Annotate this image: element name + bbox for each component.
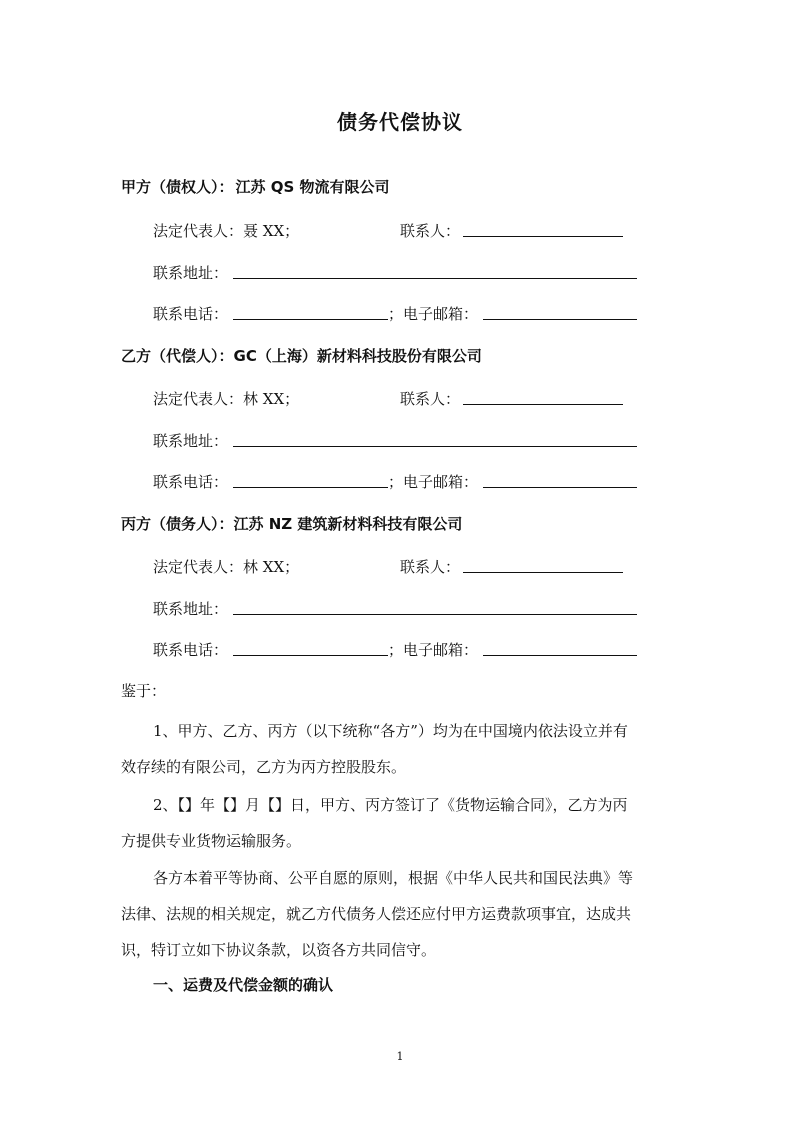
party-b-address-blank — [233, 430, 637, 447]
party-b-name: GC（上海）新材料科技股份有限公司 — [233, 347, 482, 365]
document-title: 债务代偿协议 — [337, 110, 463, 134]
party-a-phone-blank — [233, 303, 388, 320]
party-a-contact-blank — [463, 220, 623, 237]
phone-label: 联系电话： — [153, 305, 229, 323]
legal-rep-label: 法定代表人： — [153, 390, 244, 408]
party-a-name: 江苏 QS 物流有限公司 — [235, 178, 390, 196]
party-b-header — [121, 345, 482, 366]
party-c-rep-row — [153, 556, 461, 577]
party-c-phone-row — [153, 639, 479, 660]
party-a-address-blank — [233, 262, 637, 279]
party-c-phone-blank — [233, 639, 388, 656]
whereas-label: 鉴于： — [121, 682, 167, 700]
party-a-phone-row — [153, 303, 479, 324]
party-b-phone-blank — [233, 471, 388, 488]
contact-person-label: 联系人： — [400, 390, 461, 408]
page-number: 1 — [396, 1050, 404, 1063]
party-c-address-row — [153, 598, 228, 619]
phone-label: 联系电话： — [153, 641, 229, 659]
legal-rep-label: 法定代表人： — [153, 558, 244, 576]
party-c-name: 江苏 NZ 建筑新材料科技有限公司 — [233, 515, 463, 533]
party-a-role: 甲方（债权人）： — [121, 178, 234, 196]
party-c-email-blank — [483, 639, 637, 656]
clause-1: 1、甲方、乙方、丙方（以下统称“各方”）均为在中国境内依法设立并有效存续的有限公司，乙方为丙方控股股东。 — [121, 722, 628, 776]
party-c-contact-blank — [463, 556, 623, 573]
party-c-address-blank — [233, 598, 637, 615]
party-c-legal-rep: 林 XX； — [243, 558, 300, 576]
party-a-header — [121, 176, 390, 197]
party-b-email-blank — [483, 471, 637, 488]
address-label: 联系地址： — [153, 600, 229, 618]
party-a-rep-row — [153, 220, 461, 241]
phone-label: 联系电话： — [153, 473, 229, 491]
party-a-address-row — [153, 262, 228, 283]
clause-3: 各方本着平等协商、公平自愿的原则，根据《中华人民共和国民法典》等法律、法规的相关规定，就乙方代债务人偿还应付甲方运费款项事宜，达成共识，特订立如下协议条款，以资各方共同信守。 — [121, 869, 634, 959]
address-label: 联系地址： — [153, 432, 229, 450]
email-label: ；电子邮箱： — [388, 473, 479, 491]
address-label: 联系地址： — [153, 264, 229, 282]
clause-2: 2、【】年【】月【】日，甲方、丙方签订了《货物运输合同》，乙方为丙方提供专业货物运输服务。 — [121, 796, 628, 850]
party-b-role: 乙方（代偿人）： — [121, 347, 234, 365]
party-c-role: 丙方（债务人）： — [121, 515, 234, 533]
party-c-header — [121, 513, 462, 534]
section-1-heading: 一、运费及代偿金额的确认 — [153, 976, 334, 994]
party-b-address-row — [153, 430, 228, 451]
party-a-email-blank — [483, 303, 637, 320]
contact-person-label: 联系人： — [400, 558, 461, 576]
party-b-contact-blank — [463, 388, 623, 405]
contact-person-label: 联系人： — [400, 222, 461, 240]
party-a-legal-rep: 聂 XX； — [243, 222, 300, 240]
legal-rep-label: 法定代表人： — [153, 222, 244, 240]
party-b-rep-row — [153, 388, 461, 409]
party-b-phone-row — [153, 471, 479, 492]
email-label: ；电子邮箱： — [388, 305, 479, 323]
email-label: ；电子邮箱： — [388, 641, 479, 659]
party-b-legal-rep: 林 XX； — [243, 390, 300, 408]
